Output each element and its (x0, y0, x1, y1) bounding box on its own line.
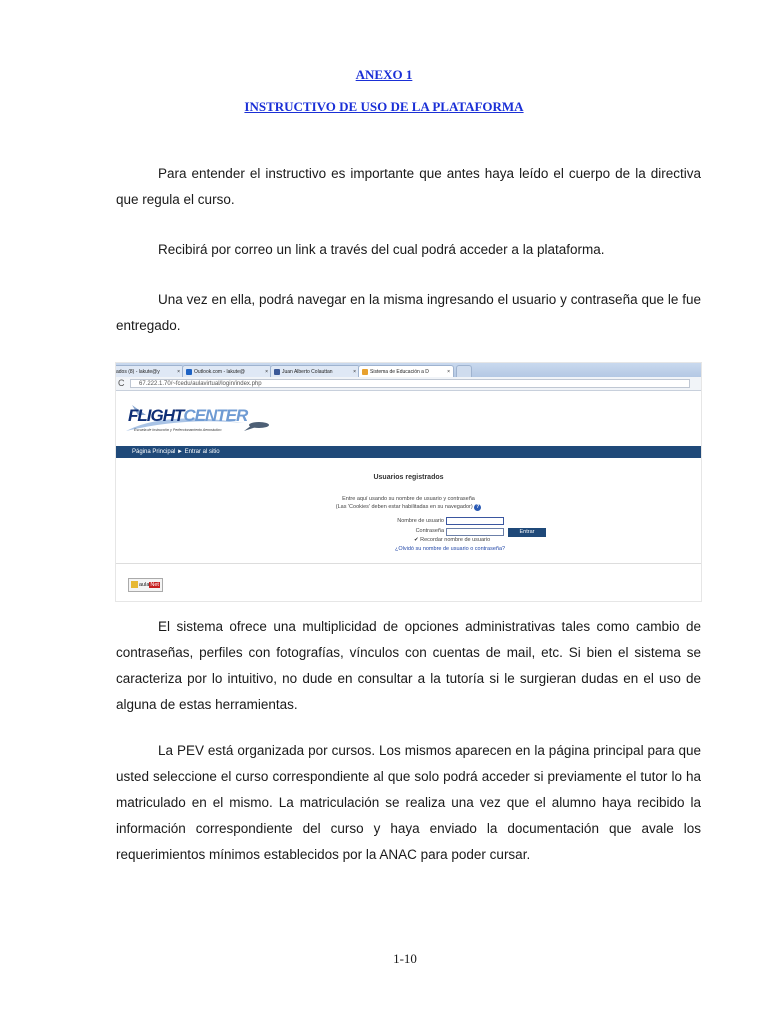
url-field[interactable]: 67.222.1.70/~fcedu/aulavirtual/login/index.php (130, 379, 690, 388)
page-number: 1-10 (393, 951, 417, 966)
tab-label: Outlook.com - lakute@ (194, 369, 245, 375)
tab-label: ados (8) - lakute@y (116, 369, 160, 375)
browser-tab-bar (116, 363, 701, 377)
outlook-icon (186, 369, 192, 375)
remember-username (414, 537, 490, 543)
remember-checkbox[interactable]: ✔ (414, 537, 419, 543)
close-icon[interactable]: × (353, 369, 356, 375)
browser-tab-mail[interactable] (116, 365, 184, 377)
reload-icon[interactable]: C (118, 378, 125, 388)
paragraph-4 (116, 614, 701, 718)
paragraph-3-text: Una vez en ella, podrá navegar en la misma ingresando el usuario y contraseña que le fue entregado. (116, 292, 701, 333)
paragraph-1 (116, 161, 701, 213)
cookies-notice (116, 503, 701, 511)
document-subtitle: INSTRUCTIVO DE USO DE LA PLATAFORMA (244, 99, 524, 114)
tab-label: Sistema de Educación a D (370, 369, 429, 375)
remember-label: Recordar nombre de usuario (420, 537, 491, 543)
paragraph-3 (116, 287, 701, 339)
paragraph-5-text: La PEV está organizada por cursos. Los mismos aparecen en la página principal para que usted seleccione el curso correspondiente al que solo podrá acceder si previamente el tutor lo ha matriculado en el mismo. La matriculación se realiza una vez que el alumno haya recibido la información correspondiente del curso y haya enviado la documentación que avale los requerimientos mínimos establecidos por la ANAC para poder cursar. (116, 743, 701, 862)
password-label: Contraseña (415, 528, 444, 534)
username-label: Nombre de usuario (397, 518, 444, 524)
logo-part-1: FLIGHT (128, 406, 184, 425)
paragraph-2-text: Recibirá por correo un link a través del cual podrá acceder a la plataforma. (158, 242, 605, 257)
paragraph-2 (116, 237, 701, 263)
annex-title: ANEXO 1 (355, 67, 413, 82)
cookies-notice-text: (Las 'Cookies' deben estar habilitadas en su navegador) (335, 504, 473, 510)
navigation-bar (116, 446, 701, 458)
close-icon[interactable]: × (265, 369, 268, 375)
paragraph-4-text: El sistema ofrece una multiplicidad de opciones administrativas tales como cambio de contraseñas, perfiles con fotografías, vínculos con cuentas de mail, etc. Si bien el sistema se caracteriza por lo intuitivo, no dude en consultar a la tutoría si le surgieran dudas en el uso de alguna de estas herramientas. (116, 619, 701, 712)
browser-tab-outlook[interactable] (182, 365, 272, 377)
forgot-password-link[interactable]: ¿Olvidó su nombre de usuario o contraseña? (395, 546, 506, 552)
tab-label: Juan Alberto Colauttan (282, 369, 333, 375)
browser-tab-facebook[interactable] (270, 365, 360, 377)
login-screenshot (116, 363, 701, 601)
breadcrumb[interactable]: Página Principal ► Entrar al sitio (132, 449, 220, 455)
paragraph-1-text: Para entender el instructivo es importante que antes haya leído el cuerpo de la directiva que regula el curso. (116, 166, 701, 207)
address-bar (116, 377, 701, 391)
badge-net: Net (150, 582, 159, 588)
username-input[interactable] (446, 517, 504, 525)
new-tab-button[interactable] (456, 365, 472, 377)
site-logo (128, 406, 247, 426)
badge-aula: aula (139, 582, 150, 588)
logo-part-2: CENTER (183, 406, 248, 425)
login-description: Entre aquí usando su nombre de usuario y contraseña (342, 496, 475, 502)
logo-tagline: Escuela de Instrucción y Perfeccionamiento Aeronáutico (134, 428, 222, 432)
login-form (116, 458, 701, 564)
help-icon[interactable]: ? (476, 504, 480, 510)
facebook-icon (274, 369, 280, 375)
paragraph-5 (116, 738, 701, 868)
browser-tab-platform[interactable] (358, 365, 454, 377)
password-input[interactable] (446, 528, 504, 536)
close-icon[interactable]: × (447, 369, 450, 375)
platform-icon (362, 369, 368, 375)
site-header (116, 391, 701, 446)
aulanet-logo-icon (131, 581, 138, 588)
login-title: Usuarios registrados (373, 474, 444, 481)
close-icon[interactable]: × (177, 369, 180, 375)
login-button[interactable]: Entrar (508, 528, 546, 537)
aulanet-badge (128, 578, 163, 592)
